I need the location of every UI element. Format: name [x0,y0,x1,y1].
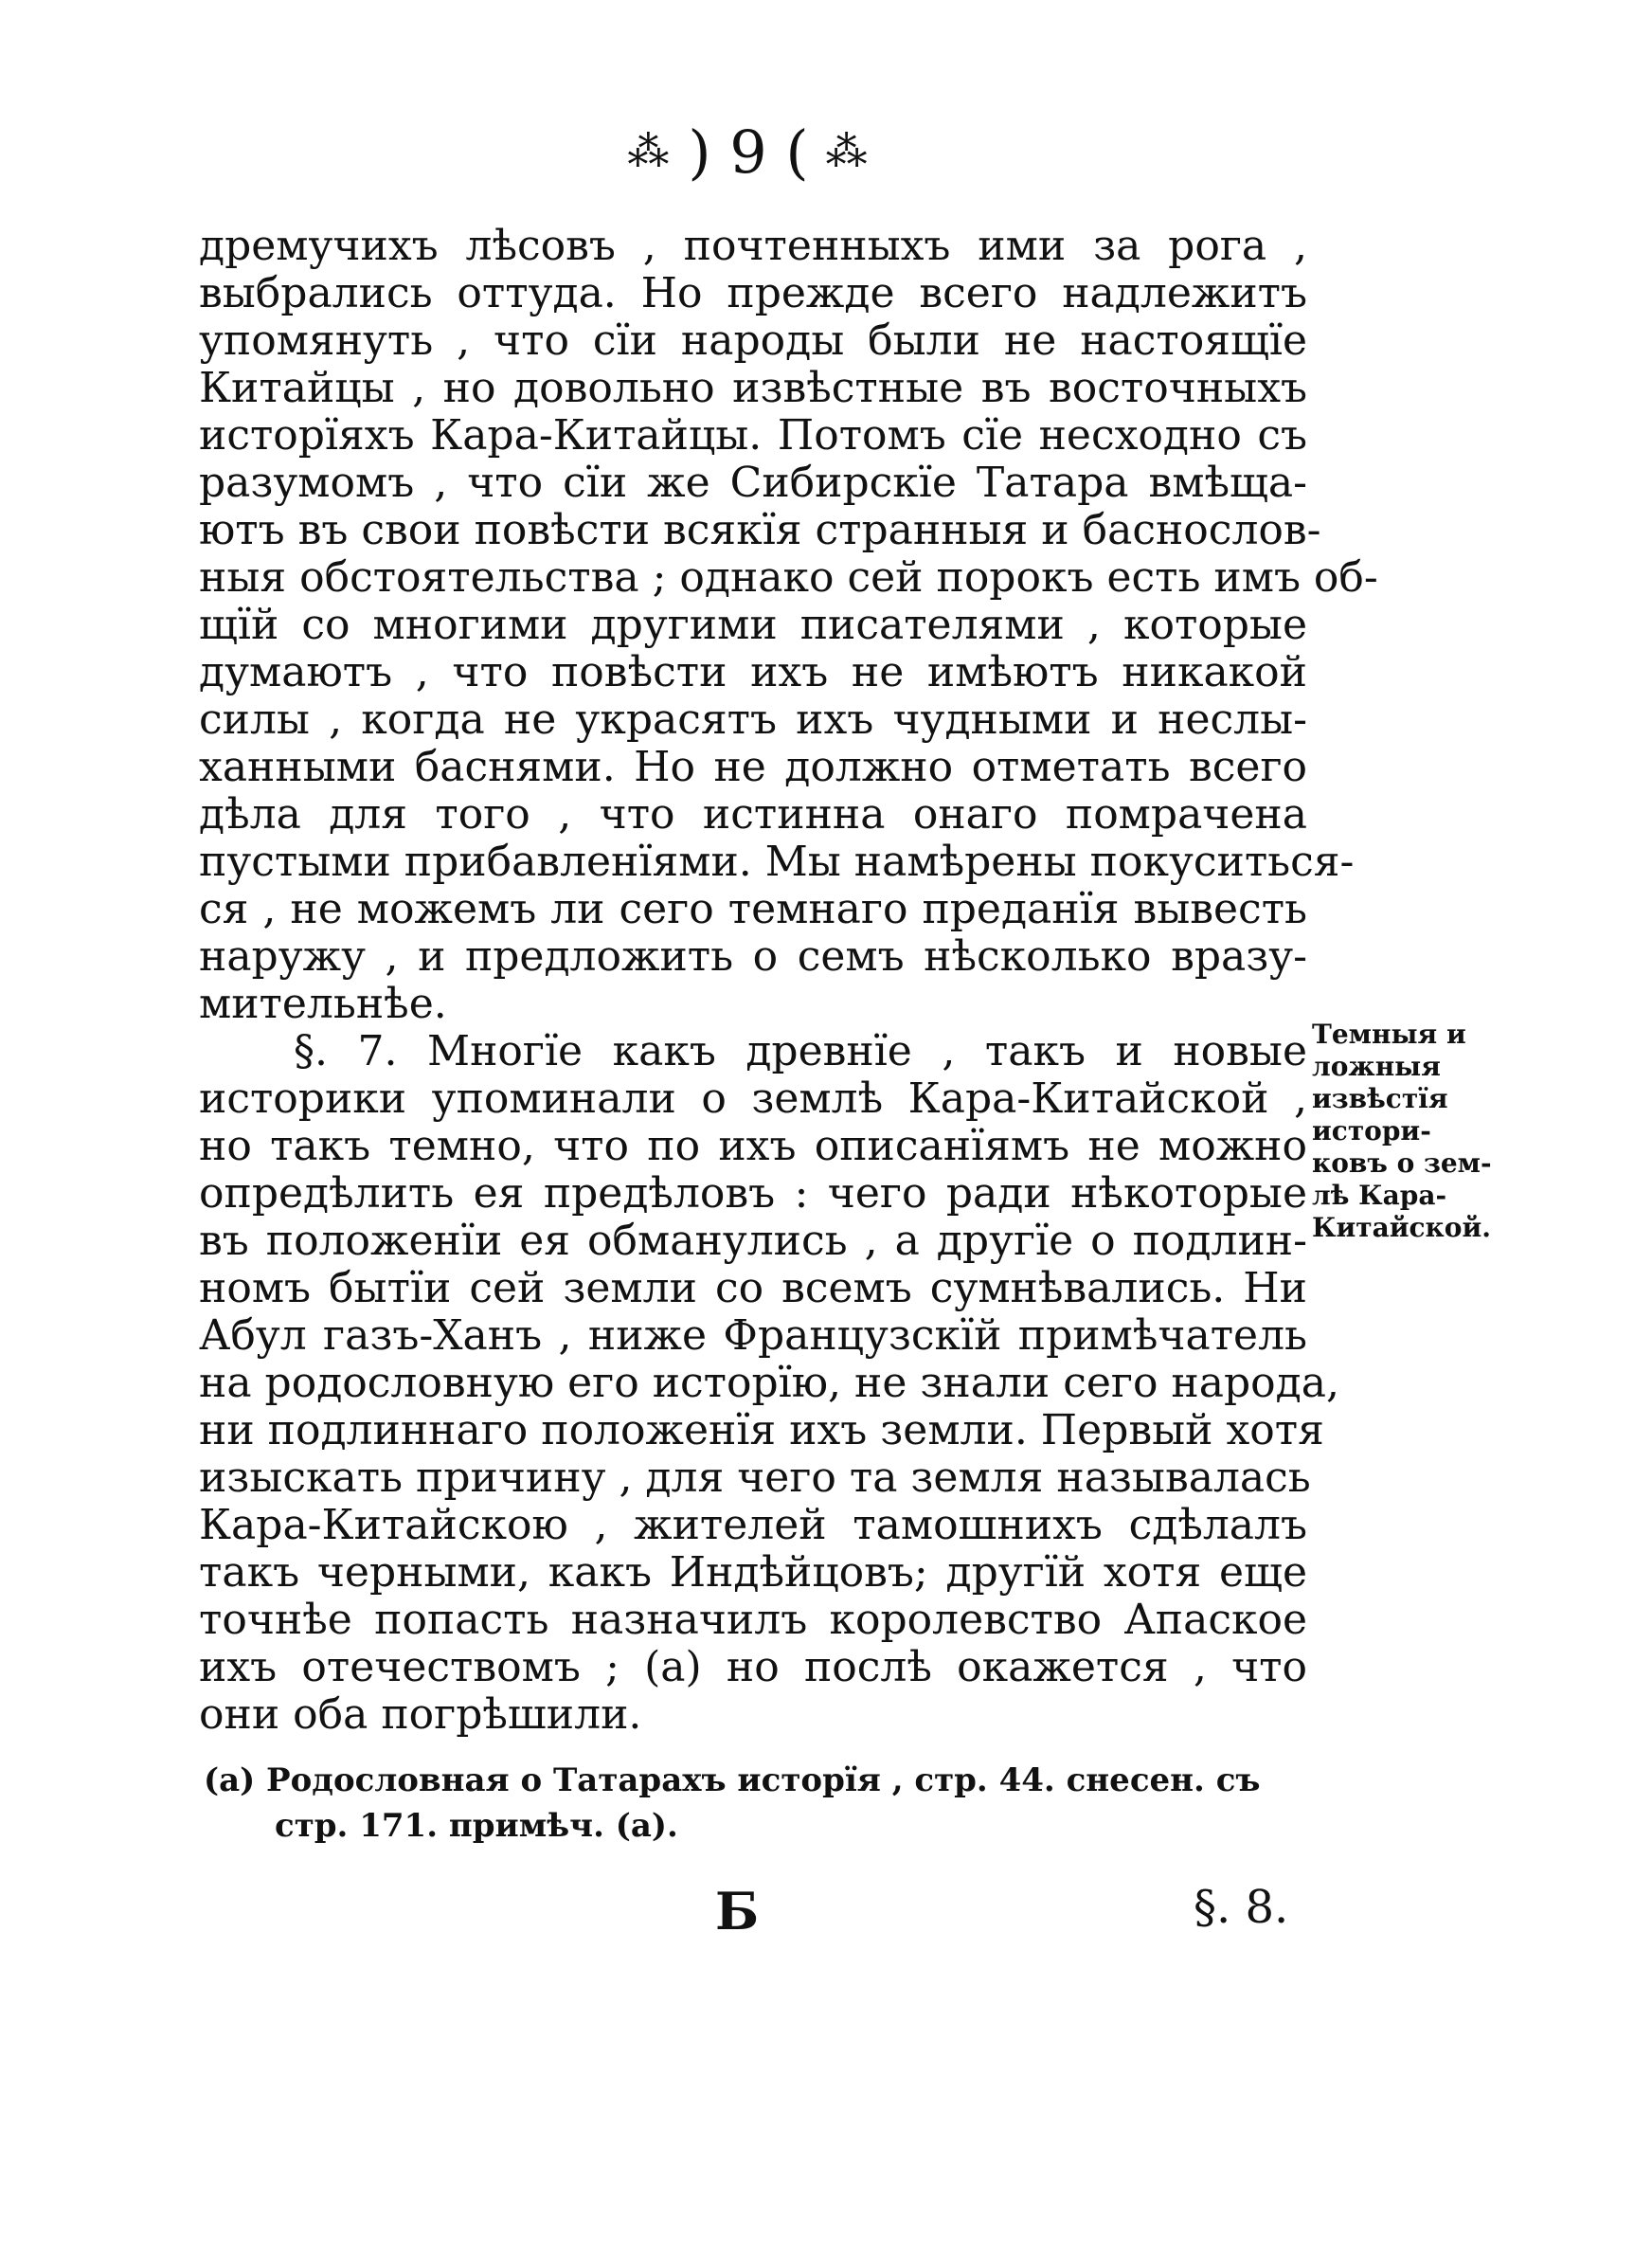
left-ornament-icon: ⁂ [627,127,672,176]
text-line: на родословную его исторїю, не знали сего народа, [199,1359,1339,1407]
marginal-line: Китайской. [1312,1212,1491,1243]
signature-mark: Б [715,1881,760,1941]
section-heading-line: §. 7. Многїе какъ древнїе , такъ и новые [294,1027,1307,1075]
text-line: они оба погрѣшили. [199,1690,642,1739]
text-line: пустыми прибавленїями. Мы намѣрены покуситься- [199,838,1355,886]
page-number: ) 9 ( [688,117,809,187]
text-line: въ положенїи ея обманулись , а другїе о подлин- [199,1217,1307,1265]
text-line: такъ черными, какъ Индѣйцовъ; другїй хотя еще [199,1548,1307,1597]
text-line: ни подлиннаго положенїя ихъ земли. Первый хотя [199,1406,1324,1454]
text-line: ханными баснями. Но не должно отметать всего [199,743,1307,791]
marginal-line: ложныя [1312,1051,1441,1082]
text-line: щїй со многими другими писателями , которые [199,601,1307,649]
page-header [530,114,966,190]
catchword: §. 8. [1194,1881,1289,1934]
text-line: мительнѣе. [199,980,447,1028]
text-line: ныя обстоятельства ; однако сей порокъ есть имъ об- [199,553,1378,602]
marginal-line: ковъ о зем- [1312,1147,1492,1179]
text-line: силы , когда не украсятъ ихъ чудными и неслы- [199,695,1307,744]
marginal-line: истори- [1312,1115,1431,1147]
text-line: ся , не можемъ ли сего темнаго преданїя вывесть [199,885,1307,933]
text-line: точнѣе попасть назначилъ королевство Апаское [199,1596,1307,1644]
text-line: номъ бытїи сей земли со всемъ сумнѣвались. Ни [199,1264,1307,1312]
marginal-line: извѣстїя [1312,1083,1448,1114]
text-line: ютъ въ свои повѣсти всякїя странныя и баснослов- [199,506,1321,554]
text-line: дѣла для того , что истинна онаго помрачена [199,790,1307,839]
footnote-line: стр. 171. примѣч. (а). [275,1807,678,1845]
text-line: думаютъ , что повѣсти ихъ не имѣютъ никакой [199,648,1307,696]
text-line: наружу , и предложить о семъ нѣсколько вразу- [199,932,1307,981]
text-line: ихъ отечествомъ ; (а) но послѣ окажется , что [199,1643,1307,1691]
text-line: упомянуть , что сїи народы были не настоящїе [199,316,1307,365]
text-line: но такъ темно, что по ихъ описанїямъ не можно [199,1122,1307,1170]
marginal-line: Темныя и [1312,1019,1466,1050]
footnote-line: (а) Родословная о Татарахъ исторїя , стр. 44. снесен. съ [204,1761,1261,1799]
text-line: Кара-Китайскою , жителей тамошнихъ сдѣлалъ [199,1501,1307,1549]
text-line: выбрались оттуда. Но прежде всего надлежитъ [199,269,1307,317]
text-line: Абул газъ-Ханъ , ниже Французскїй примѣчатель [199,1311,1307,1360]
text-line: дремучихъ лѣсовъ , почтенныхъ ими за рога , [199,222,1307,270]
right-ornament-icon: ⁂ [825,127,870,176]
marginal-line: лѣ Кара- [1312,1180,1447,1211]
text-line: опредѣлить ея предѣловъ : чего ради нѣкоторые [199,1169,1307,1218]
text-line: изыскать причину , для чего та земля называлась [199,1454,1311,1502]
text-line: Китайцы , но довольно извѣстные въ восточныхъ [199,364,1307,412]
text-line: разумомъ , что сїи же Сибирскїе Татара вмѣща- [199,459,1307,507]
marginal-note [1312,1019,1492,1244]
text-line: исторїяхъ Кара-Китайцы. Потомъ сїе несходно съ [199,411,1307,460]
footnote [204,1758,1293,1849]
text-line: историки упоминали о землѣ Кара-Китайской , [199,1074,1307,1123]
